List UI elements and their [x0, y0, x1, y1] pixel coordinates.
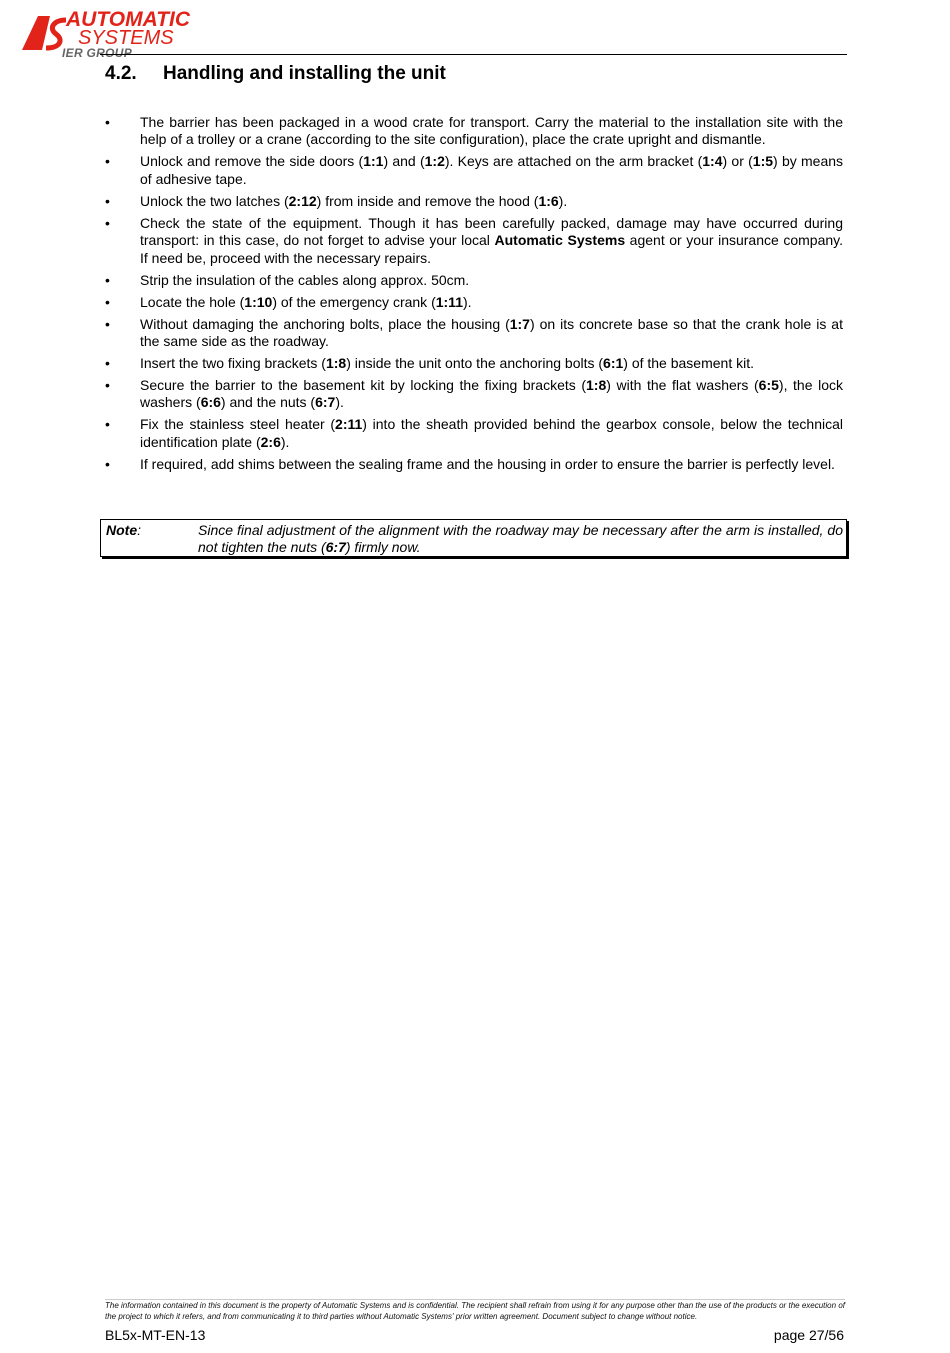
item-text: ) into the sheath provided behind the gearbox console, below the technical identification plate ( [140, 416, 843, 450]
bullet-icon: • [105, 153, 110, 170]
logo-mark-icon [20, 12, 68, 52]
list-item [105, 416, 843, 451]
item-text: ) and ( [383, 153, 425, 170]
list-item [105, 215, 843, 267]
item-reference: 1:11 [435, 293, 463, 310]
item-text: Unlock the two latches ( [140, 192, 289, 209]
item-text: Without damaging the anchoring bolts, place the housing ( [140, 315, 510, 332]
list-item [105, 456, 843, 473]
bullet-icon: • [105, 293, 110, 310]
item-reference: 6:6 [200, 394, 221, 411]
bullet-icon: • [105, 416, 110, 433]
item-text: ). [462, 293, 472, 310]
logo-text-systems: SYSTEMS [78, 27, 174, 49]
item-reference: 1:5 [752, 153, 774, 170]
item-reference: 1:7 [509, 315, 530, 332]
item-text: ) from inside and remove the hood ( [316, 192, 539, 209]
bullet-icon: • [105, 114, 110, 130]
list-item [105, 294, 843, 311]
item-text: Unlock and remove the side doors ( [140, 153, 364, 170]
item-reference: 1:4 [702, 153, 723, 170]
item-reference: 2:6 [260, 433, 281, 450]
item-reference: 1:10 [244, 293, 273, 310]
bullet-icon: • [105, 455, 110, 472]
company-logo [20, 8, 195, 60]
item-text: Secure the barrier to the basement kit by locking the fixing brackets ( [140, 377, 587, 394]
item-reference: 6:5 [758, 377, 779, 394]
item-text: ) of the emergency crank ( [272, 293, 436, 310]
item-reference: 6:7 [315, 394, 336, 411]
note-ref: 6:7 [325, 539, 346, 556]
item-text: ) inside the unit onto the anchoring bolts ( [346, 355, 604, 372]
item-text: ) by means of adhesive tape. [140, 153, 844, 187]
item-text: agent or your insurance company. If need be, proceed with the necessary repairs. [140, 232, 844, 266]
bullet-icon: • [105, 315, 110, 332]
item-reference: 2:11 [335, 416, 363, 433]
list-item [105, 316, 843, 351]
item-text: ) with the flat washers ( [606, 377, 759, 394]
header-divider [100, 54, 847, 55]
item-reference: 6:1 [603, 355, 624, 372]
item-text: ) and the nuts ( [220, 394, 316, 411]
bullet-icon: • [105, 192, 110, 209]
logo-text-automatic: AUTOMATIC [66, 8, 191, 31]
item-text: ) on its concrete base so that the crank hole is at the same side as the roadway. [140, 315, 843, 350]
item-text: Insert the two fixing brackets ( [140, 355, 326, 372]
footer-divider [105, 1299, 845, 1300]
list-item [105, 153, 843, 188]
item-text: Fix the stainless steel heater ( [140, 416, 336, 433]
confidentiality-disclaimer: The information contained in this document is the property of Automatic Systems and is confidential. The recipient shall refrain from using it for any purpose other than the use of the products or the execution of the project to which it refers, and from communicating it to third parties without Automatic Systems' prior written agreement. Document subject to change without notice. [105, 1301, 845, 1321]
logo-text-group: IER GROUP [62, 46, 133, 60]
bullet-icon: • [105, 214, 110, 231]
item-text: ). [558, 192, 568, 209]
section-number: 4.2. [105, 63, 137, 84]
section-heading [105, 63, 446, 85]
list-item [105, 355, 843, 372]
item-reference: Automatic Systems [494, 232, 626, 249]
item-text: Check the state of the equipment. Though it has been carefully packed, damage may have occurred during transport: in this case, do not forget to advise your local [140, 214, 843, 249]
document-reference: BL5x-MT-EN-13 [105, 1327, 206, 1343]
item-reference: 1:1 [363, 153, 384, 170]
instruction-list [105, 114, 843, 478]
note-label: Note: [106, 522, 142, 538]
item-text: If required, add shims between the sealing frame and the housing in order to ensure the barrier is perfectly level. [140, 455, 835, 472]
item-reference: 1:6 [538, 192, 559, 209]
item-reference: 1:2 [424, 153, 445, 170]
item-text: Locate the hole ( [140, 293, 245, 310]
item-text: ). [335, 394, 344, 411]
item-text: ). [280, 433, 290, 450]
item-text: ). Keys are attached on the arm bracket ( [444, 153, 703, 170]
list-item [105, 193, 843, 210]
page-number: page 27/56 [773, 1327, 844, 1343]
list-item [105, 114, 843, 149]
item-reference: 2:12 [288, 192, 317, 209]
bullet-icon: • [105, 355, 110, 372]
note-text: Since final adjustment of the alignment with the roadway may be necessary after the arm is installed, do not tighten the nuts (6:7) firmly now. [198, 522, 843, 556]
bullet-icon: • [105, 271, 110, 288]
item-text: The barrier has been packaged in a wood crate for transport. Carry the material to the installation site with the help of a trolley or a crane (according to the site configuration), place the crate upright and dismantle. [140, 114, 843, 148]
item-text: ) of the basement kit. [623, 355, 754, 372]
item-reference: 1:8 [325, 355, 347, 372]
note-box [100, 519, 847, 557]
item-text: Strip the insulation of the cables along approx. 50cm. [140, 271, 470, 288]
item-text: ), the lock washers ( [140, 377, 843, 411]
bullet-icon: • [105, 377, 110, 394]
list-item [105, 272, 843, 289]
section-title-text: Handling and installing the unit [163, 63, 446, 84]
list-item [105, 377, 843, 412]
item-reference: 1:8 [586, 377, 607, 394]
item-text: ) or ( [722, 153, 753, 170]
